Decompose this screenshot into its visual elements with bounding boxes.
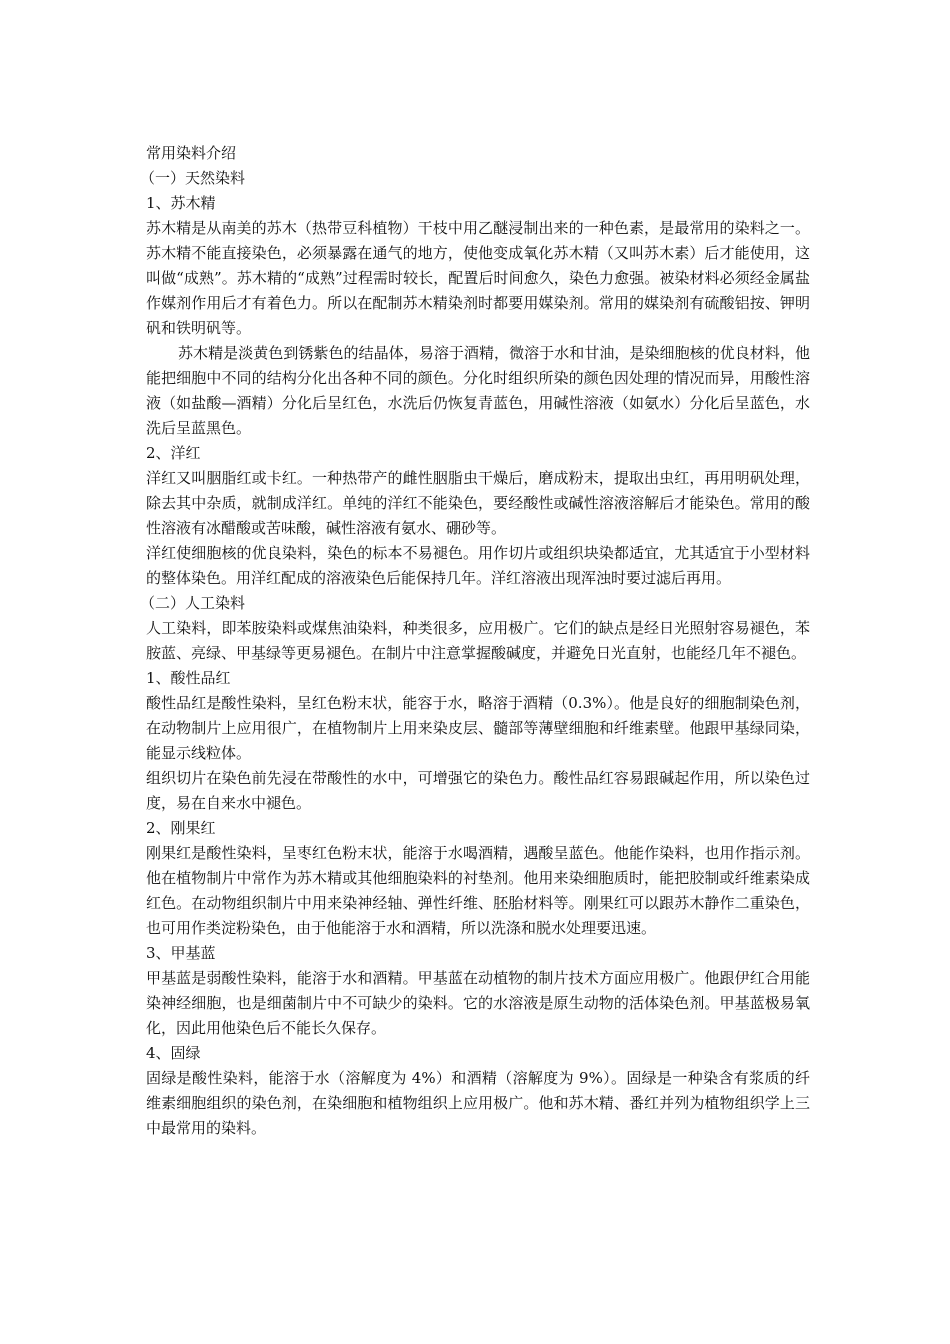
document-page — [140, 141, 810, 1141]
item-heading-carmine: 2、洋红 — [146, 444, 201, 462]
item-heading-methyl-blue: 3、甲基蓝 — [146, 944, 216, 962]
paragraph-synthetic-intro: 人工染料，即苯胺染料或煤焦油染料，种类很多，应用极广。它们的缺点是经日光照射容易褪色，苯胺蓝、亮绿、甲基绿等更易褪色。在制片中注意掌握酸碱度，并避免日光直射，也能经几年不褪色。 — [146, 619, 810, 662]
document-title: 常用染料介绍 — [146, 144, 237, 162]
paragraph-methyl-blue: 甲基蓝是弱酸性染料，能溶于水和酒精。甲基蓝在动植物的制片技术方面应用极广。他跟伊红合用能染神经细胞，也是细菌制片中不可缺少的染料。它的水溶液是原生动物的活体染色剂。甲基蓝极易氧化，因此用他染色后不能长久保存。 — [146, 969, 810, 1037]
section-heading-synthetic-dyes: （二）人工染料 — [140, 594, 246, 612]
paragraph-carmine-2: 洋红使细胞核的优良染料，染色的标本不易褪色。用作切片或组织块染都适宜，尤其适宜于小型材料的整体染色。用洋红配成的溶液染色后能保持几年。洋红溶液出现浑浊时要过滤后再用。 — [146, 544, 810, 587]
paragraph-acid-fuchsin-1: 酸性品红是酸性染料，呈红色粉末状，能容于水，略溶于酒精（0.3%）。他是良好的细胞制染色剂，在动物制片上应用很广，在植物制片上用来染皮层、髓部等薄壁细胞和纤维素壁。他跟甲基绿同染，能显示线粒体。 — [146, 694, 810, 762]
paragraph-fast-green: 固绿是酸性染料，能溶于水（溶解度为 4%）和酒精（溶解度为 9%）。固绿是一种染含有浆质的纤维素细胞组织的染色剂，在染细胞和植物组织上应用极广。他和苏木精、番红并列为植物组织学上三中最常用的染料。 — [146, 1069, 810, 1137]
item-heading-acid-fuchsin: 1、酸性品红 — [146, 669, 231, 687]
item-heading-hematoxylin: 1、苏木精 — [146, 194, 216, 212]
paragraph-acid-fuchsin-2: 组织切片在染色前先浸在带酸性的水中，可增强它的染色力。酸性品红容易跟碱起作用，所以染色过度，易在自来水中褪色。 — [146, 769, 810, 812]
item-heading-congo-red: 2、刚果红 — [146, 819, 216, 837]
paragraph-carmine-1: 洋红又叫胭脂红或卡红。一种热带产的雌性胭脂虫干燥后，磨成粉末，提取出虫红，再用明矾处理，除去其中杂质，就制成洋红。单纯的洋红不能染色，要经酸性或碱性溶液溶解后才能染色。常用的酸性溶液有冰醋酸或苦味酸，碱性溶液有氨水、硼砂等。 — [146, 469, 810, 537]
item-heading-fast-green: 4、固绿 — [146, 1044, 201, 1062]
paragraph-hematoxylin-1: 苏木精是从南美的苏木（热带豆科植物）干枝中用乙醚浸制出来的一种色素，是最常用的染料之一。苏木精不能直接染色，必须暴露在通气的地方，使他变成氧化苏木精（又叫苏木素）后才能使用，这叫做“成熟”。苏木精的“成熟”过程需时较长，配置后时间愈久，染色力愈强。被染材料必须经金属盐作媒剂作用后才有着色力。所以在配制苏木精染剂时都要用媒染剂。常用的媒染剂有硫酸铝按、钾明矾和铁明矾等。 — [146, 219, 810, 337]
paragraph-hematoxylin-2: 苏木精是淡黄色到锈紫色的结晶体，易溶于酒精，微溶于水和甘油，是染细胞核的优良材料，他能把细胞中不同的结构分化出各种不同的颜色。分化时组织所染的颜色因处理的情况而异，用酸性溶液（如盐酸—酒精）分化后呈红色，水洗后仍恢复青蓝色，用碱性溶液（如氨水）分化后呈蓝色，水洗后呈蓝黑色。 — [146, 344, 810, 437]
paragraph-congo-red: 刚果红是酸性染料，呈枣红色粉末状，能溶于水喝酒精，遇酸呈蓝色。他能作染料，也用作指示剂。他在植物制片中常作为苏木精或其他细胞染料的衬垫剂。他用来染细胞质时，能把胶制或纤维素染成红色。在动物组织制片中用来染神经轴、弹性纤维、胚胎材料等。刚果红可以跟苏木静作二重染色，也可用作类淀粉染色，由于他能溶于水和酒精，所以洗涤和脱水处理要迅速。 — [146, 844, 810, 937]
section-heading-natural-dyes: （一）天然染料 — [140, 169, 246, 187]
